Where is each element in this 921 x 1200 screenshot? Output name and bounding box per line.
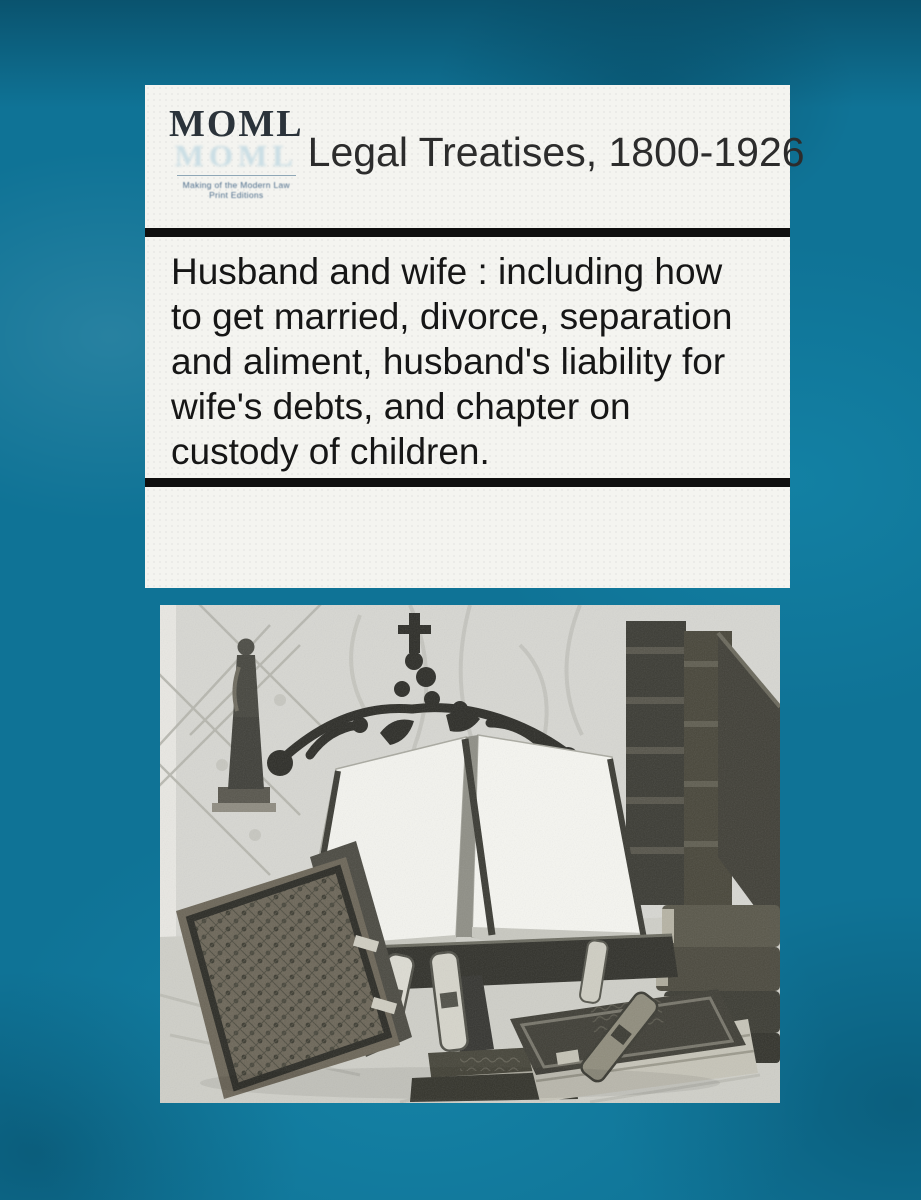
divider-rule-bottom xyxy=(145,478,790,487)
logo-divider xyxy=(177,175,296,176)
publisher-logo-text: MOML xyxy=(169,103,304,145)
book-title-line: Husband and wife : including how xyxy=(171,251,723,292)
divider-rule-top xyxy=(145,228,790,237)
book-title-line: to get married, divorce, separation xyxy=(171,296,733,337)
header-panel xyxy=(145,85,805,228)
book-title xyxy=(145,237,790,474)
publisher-tagline-2: Print Editions xyxy=(209,190,264,200)
engraving-illustration xyxy=(160,605,780,1103)
publisher-tagline-1: Making of the Modern Law xyxy=(182,180,290,190)
book-title-line: wife's debts, and chapter on xyxy=(171,386,631,427)
publisher-logo xyxy=(145,85,304,228)
book-title-line: custody of children. xyxy=(171,431,490,472)
title-panel xyxy=(145,237,790,478)
author-panel-blank xyxy=(145,487,790,588)
book-title-line: and aliment, husband's liability for xyxy=(171,341,726,382)
series-title: Legal Treatises, 1800-1926 xyxy=(307,129,805,175)
publisher-logo-watermark: MOML xyxy=(174,138,298,173)
